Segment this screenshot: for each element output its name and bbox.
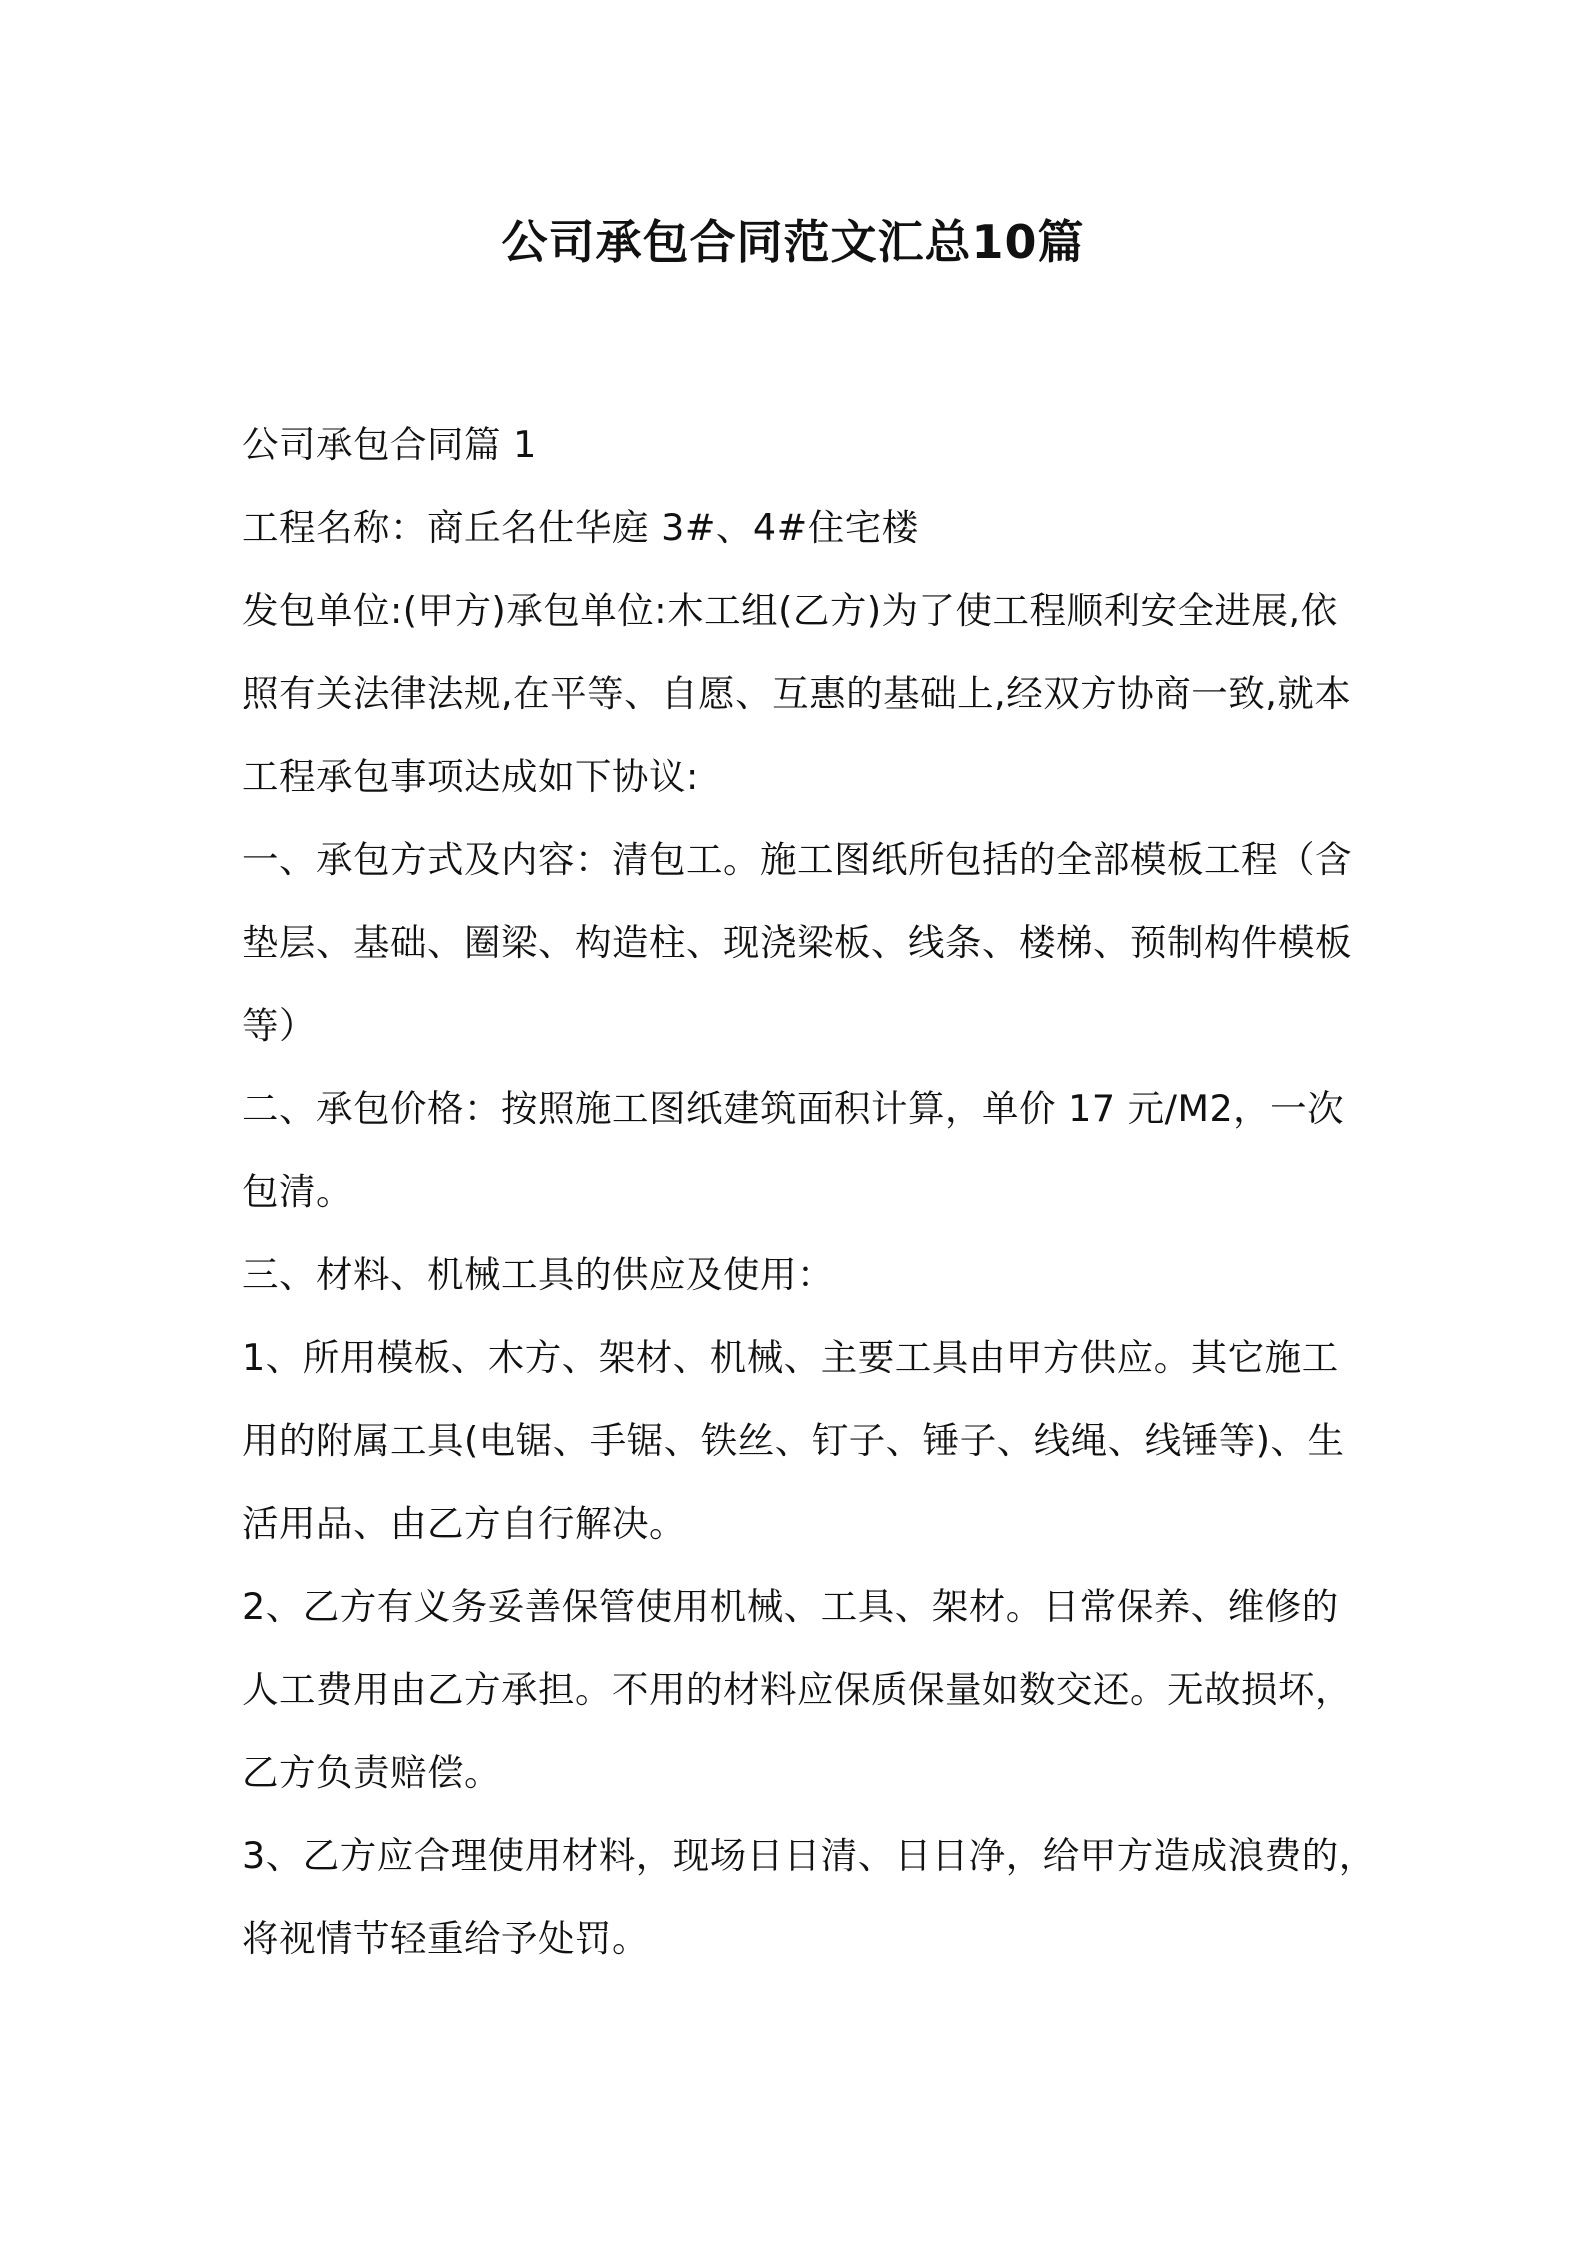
paragraph-line: 包清。 <box>242 1170 353 1213</box>
paragraph-line: 二、承包价格：按照施工图纸建筑面积计算，单价 17 元/M2，一次 <box>242 1087 1345 1130</box>
paragraph-line: 将视情节轻重给予处罚。 <box>242 1917 649 1960</box>
document-body <box>242 403 1382 1980</box>
paragraph-line: 发包单位:(甲方)承包单位:木工组(乙方)为了使工程顺利安全进展,依 <box>242 589 1338 632</box>
paragraph-line: 工程承包事项达成如下协议: <box>242 755 699 798</box>
paragraph-line: 垫层、基础、圈梁、构造柱、现浇梁板、线条、楼梯、预制构件模板 <box>242 921 1352 964</box>
paragraph-line: 用的附属工具(电锯、手锯、铁丝、钉子、锤子、线绳、线锤等)、生 <box>242 1419 1345 1462</box>
paragraph-line: 活用品、由乙方自行解决。 <box>242 1502 686 1545</box>
paragraph-line: 三、材料、机械工具的供应及使用： <box>242 1253 834 1296</box>
paragraph-line: 照有关法律法规,在平等、自愿、互惠的基础上,经双方协商一致,就本 <box>242 672 1352 715</box>
paragraph-line: 乙方负责赔偿。 <box>242 1751 501 1794</box>
paragraph-line: 3、乙方应合理使用材料，现场日日清、日日净，给甲方造成浪费的， <box>242 1834 1376 1877</box>
project-name-line: 工程名称：商丘名仕华庭 3#、4#住宅楼 <box>242 506 919 549</box>
paragraph-line: 等） <box>242 1004 316 1047</box>
paragraph-line: 一、承包方式及内容：清包工。施工图纸所包括的全部模板工程（含 <box>242 838 1352 881</box>
paragraph-line: 1、所用模板、木方、架材、机械、主要工具由甲方供应。其它施工 <box>242 1336 1339 1379</box>
paragraph-line: 2、乙方有义务妥善保管使用机械、工具、架材。日常保养、维修的 <box>242 1585 1339 1628</box>
document-title: 公司承包合同范文汇总10篇 <box>501 215 1085 269</box>
section-heading: 公司承包合同篇 1 <box>242 423 537 466</box>
paragraph-line: 人工费用由乙方承担。不用的材料应保质保量如数交还。无故损坏， <box>242 1668 1352 1711</box>
